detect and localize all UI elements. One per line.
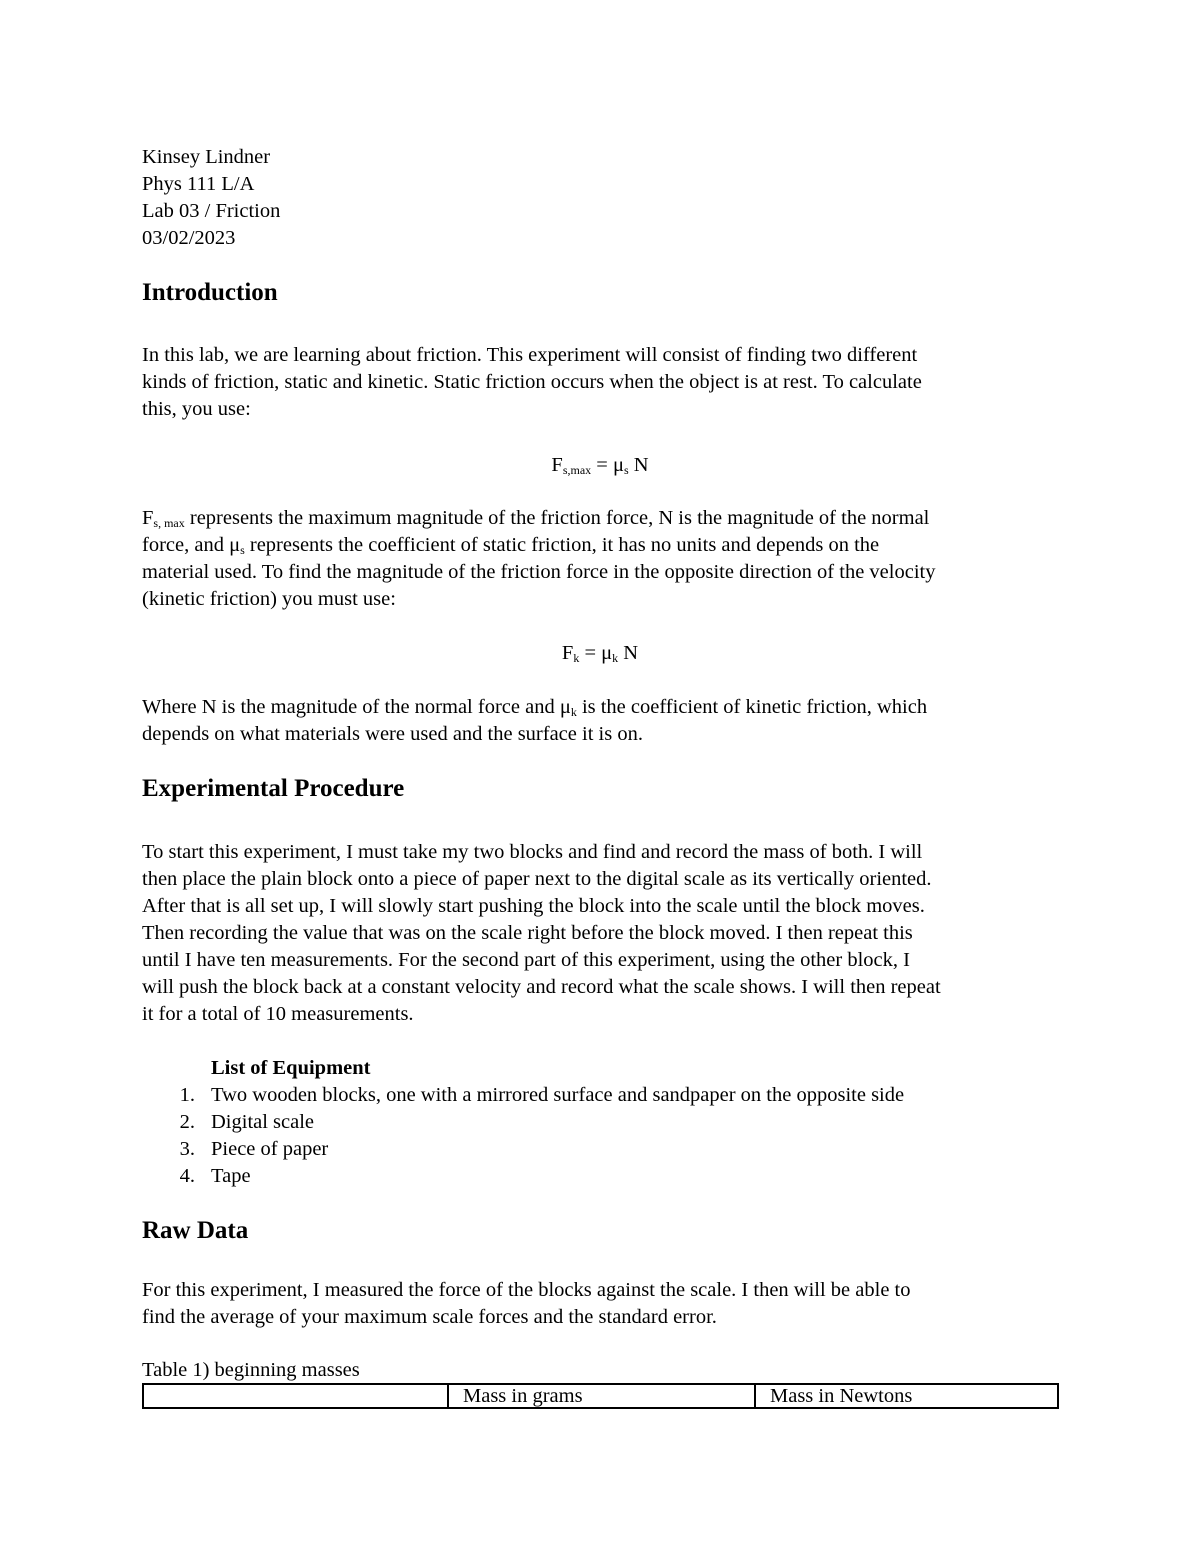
table-caption: Table 1) beginning masses <box>142 1359 360 1381</box>
equipment-list-title: List of Equipment <box>211 1057 371 1079</box>
course-name: Phys 111 L/A <box>142 173 255 195</box>
intro-paragraph-line: force, and $\mu_s$ represents the coefficient of static friction, it has no units and depends on the <box>142 534 880 557</box>
procedure-line: To start this experiment, I must take my two blocks and find and record the mass of both. I will <box>142 841 923 863</box>
table-header-cell: Mass in Newtons <box>755 1384 1058 1408</box>
masses-table <box>142 1383 1059 1409</box>
procedure-line: until I have ten measurements. For the second part of this experiment, using the other block, I <box>142 949 910 971</box>
intro-paragraph-line: Where N is the magnitude of the normal force and $\mu_k$ is the coefficient of kinetic friction, which <box>142 696 928 719</box>
table-header-cell: Mass in grams <box>448 1384 755 1408</box>
intro-paragraph-line: material used. To find the magnitude of the friction force in the opposite direction of the velocity <box>142 561 936 583</box>
static-friction-equation: $F_{s,max} = \mu_s$ N <box>551 454 649 477</box>
author-name: Kinsey Lindner <box>142 146 271 168</box>
report-date: 03/02/2023 <box>142 227 236 249</box>
procedure-heading: Experimental Procedure <box>142 775 405 802</box>
procedure-line: then place the plain block onto a piece of paper next to the digital scale as its vertically oriented. <box>142 868 932 890</box>
procedure-line: Then recording the value that was on the scale right before the block moved. I then repeat this <box>142 922 913 944</box>
intro-paragraph-line: kinds of friction, static and kinetic. Static friction occurs when the object is at rest. To calculate <box>142 371 922 393</box>
procedure-line: it for a total of 10 measurements. <box>142 1003 414 1025</box>
raw-data-line: For this experiment, I measured the force of the blocks against the scale. I then will be able to <box>142 1279 911 1301</box>
intro-paragraph-line: In this lab, we are learning about friction. This experiment will consist of finding two different <box>142 344 918 366</box>
intro-paragraph-line: this, you use: <box>142 398 251 420</box>
intro-paragraph-line: (kinetic friction) you must use: <box>142 588 396 610</box>
document-page: Kinsey Lindner Phys 111 L/A Lab 03 / Friction 03/02/2023 Introduction In this lab, we are learning about friction. This experiment will consist of finding two different kinds of friction, static and kinetic. Static friction occurs when the object is at rest. To calculate this, you use: $F_{s,max} = \mu_s$ N $F_{s, max}$ represents the maximum magnitude of the friction force, N is the magnitude of the normal force, and $\mu_s$ represents the coefficient of static friction, it has no units and depends on the material used. To find the magnitude of the friction force in the opposite direction of the velocity (kinetic friction) you must use: $F_k = \mu_k$ N Where N is the magnitude of the normal force and $\mu_k$ is the coefficient of kinetic friction, which depends on what materials were used and the surface it is on. Experimental Procedure To start this experiment, I must take my two blocks and find and record the mass of both. I will then place the plain block onto a piece of paper next to the digital scale as its vertically oriented. After that is all set up, I will slowly start pushing the block into the scale until the block moves. Then recording the value that was on the scale right before the block moved. I then repeat this until I have ten measurements. For the second part of this experiment, using the other block, I will push the block back at a constant velocity and record what the scale shows. I will then repeat it for a total of 10 measurements. List of Equipment 1. Two wooden blocks, one with a mirrored surface and sandpaper on the opposite side 2. Digital scale 3. Piece of paper 4. Tape Raw Data For this experiment, I measured the force of the blocks against the scale. I then will be able to find the average of your maximum scale forces and the standard error. Table 1) beginning masses Mass in grams Mass in Newtons <box>0 0 1200 1553</box>
procedure-line: After that is all set up, I will slowly start pushing the block into the scale until the block moves. <box>142 895 925 917</box>
lab-title: Lab 03 / Friction <box>142 200 281 222</box>
introduction-heading: Introduction <box>142 279 278 306</box>
raw-data-line: find the average of your maximum scale forces and the standard error. <box>142 1306 717 1328</box>
intro-paragraph-line: depends on what materials were used and the surface it is on. <box>142 723 643 745</box>
table-header-cell <box>143 1384 448 1408</box>
intro-paragraph-line: $F_{s, max}$ represents the maximum magnitude of the friction force, N is the magnitude of the normal <box>142 507 930 530</box>
kinetic-friction-equation: $F_k = \mu_k$ N <box>561 642 639 665</box>
table-header-row <box>143 1384 1058 1408</box>
procedure-line: will push the block back at a constant velocity and record what the scale shows. I will then repeat <box>142 976 941 998</box>
raw-data-heading: Raw Data <box>142 1217 249 1244</box>
